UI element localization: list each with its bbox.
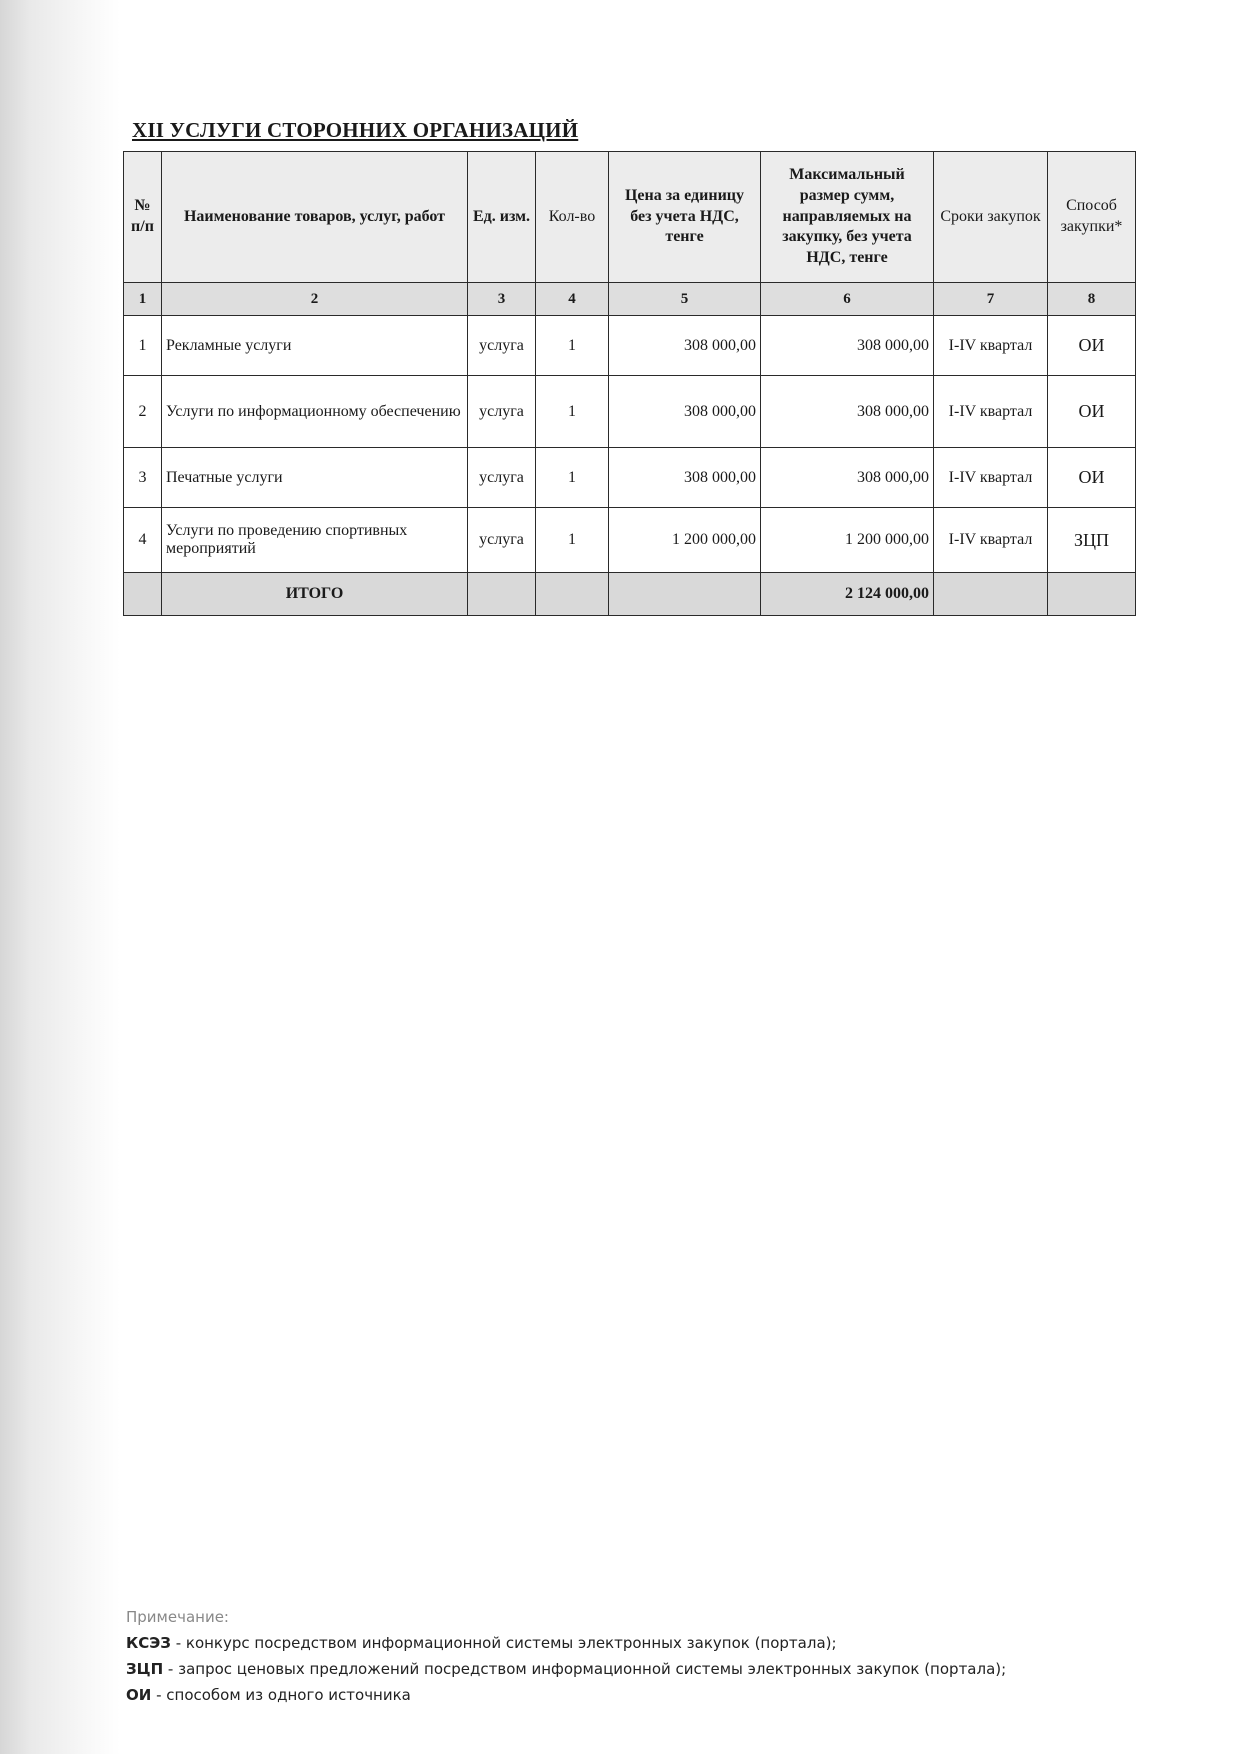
column-number: 8: [1048, 283, 1136, 316]
row-term: I-IV квартал: [934, 448, 1048, 508]
column-number: 6: [761, 283, 934, 316]
row-name: Услуги по проведению спортивных мероприятий: [162, 508, 468, 573]
row-num: 2: [124, 376, 162, 448]
header-price: Цена за единицу без учета НДС, тенге: [609, 152, 761, 283]
row-qty: 1: [536, 508, 609, 573]
row-method: ОИ: [1048, 376, 1136, 448]
header-num: № п/п: [124, 152, 162, 283]
header-term: Сроки закупок: [934, 152, 1048, 283]
note-text: - запрос ценовых предложений посредством информационной системы электронных закупок (портала);: [163, 1660, 1007, 1678]
row-num: 1: [124, 316, 162, 376]
row-term: I-IV квартал: [934, 316, 1048, 376]
column-number: 4: [536, 283, 609, 316]
total-label: ИТОГО: [162, 573, 468, 616]
note-code: ОИ: [126, 1686, 152, 1704]
row-qty: 1: [536, 376, 609, 448]
row-method: ЗЦП: [1048, 508, 1136, 573]
row-price: 308 000,00: [609, 448, 761, 508]
note-line: [126, 1630, 1006, 1656]
table-row: [124, 316, 1136, 376]
column-number: 5: [609, 283, 761, 316]
row-num: 3: [124, 448, 162, 508]
column-number: 3: [468, 283, 536, 316]
row-term: I-IV квартал: [934, 376, 1048, 448]
note-line: [126, 1682, 1006, 1708]
table-row: [124, 508, 1136, 573]
notes-label: Примечание:: [126, 1608, 229, 1626]
row-max-sum: 308 000,00: [761, 316, 934, 376]
services-table: [123, 151, 1136, 616]
header-unit: Ед. изм.: [468, 152, 536, 283]
row-unit: услуга: [468, 448, 536, 508]
row-max-sum: 1 200 000,00: [761, 508, 934, 573]
column-number: 7: [934, 283, 1048, 316]
total-row: [124, 573, 1136, 616]
row-name: Услуги по информационному обеспечению: [162, 376, 468, 448]
page-edge-shadow: [0, 0, 120, 1754]
row-qty: 1: [536, 316, 609, 376]
notes-block: [126, 1604, 1006, 1708]
header-method: Способ закупки*: [1048, 152, 1136, 283]
column-number: 2: [162, 283, 468, 316]
column-number-row: [124, 283, 1136, 316]
row-name: Печатные услуги: [162, 448, 468, 508]
note-text: - конкурс посредством информационной системы электронных закупок (портала);: [170, 1634, 837, 1652]
row-name: Рекламные услуги: [162, 316, 468, 376]
note-line: [126, 1656, 1006, 1682]
row-price: 1 200 000,00: [609, 508, 761, 573]
row-term: I-IV квартал: [934, 508, 1048, 573]
table-row: [124, 376, 1136, 448]
row-max-sum: 308 000,00: [761, 376, 934, 448]
row-unit: услуга: [468, 316, 536, 376]
row-method: ОИ: [1048, 448, 1136, 508]
row-max-sum: 308 000,00: [761, 448, 934, 508]
row-num: 4: [124, 508, 162, 573]
row-unit: услуга: [468, 376, 536, 448]
table-header-row: [124, 152, 1136, 283]
row-unit: услуга: [468, 508, 536, 573]
row-price: 308 000,00: [609, 316, 761, 376]
row-method: ОИ: [1048, 316, 1136, 376]
total-value: 2 124 000,00: [761, 573, 934, 616]
note-text: - способом из одного источника: [151, 1686, 411, 1704]
header-qty: Кол-во: [536, 152, 609, 283]
column-number: 1: [124, 283, 162, 316]
row-price: 308 000,00: [609, 376, 761, 448]
note-code: ЗЦП: [126, 1660, 164, 1678]
note-code: КСЭЗ: [126, 1634, 171, 1652]
table-row: [124, 448, 1136, 508]
header-name: Наименование товаров, услуг, работ: [162, 152, 468, 283]
section-title: XII УСЛУГИ СТОРОННИХ ОРГАНИЗАЦИЙ: [132, 118, 579, 142]
row-qty: 1: [536, 448, 609, 508]
header-max-sum: Максимальный размер сумм, направляемых на закупку, без учета НДС, тенге: [761, 152, 934, 283]
